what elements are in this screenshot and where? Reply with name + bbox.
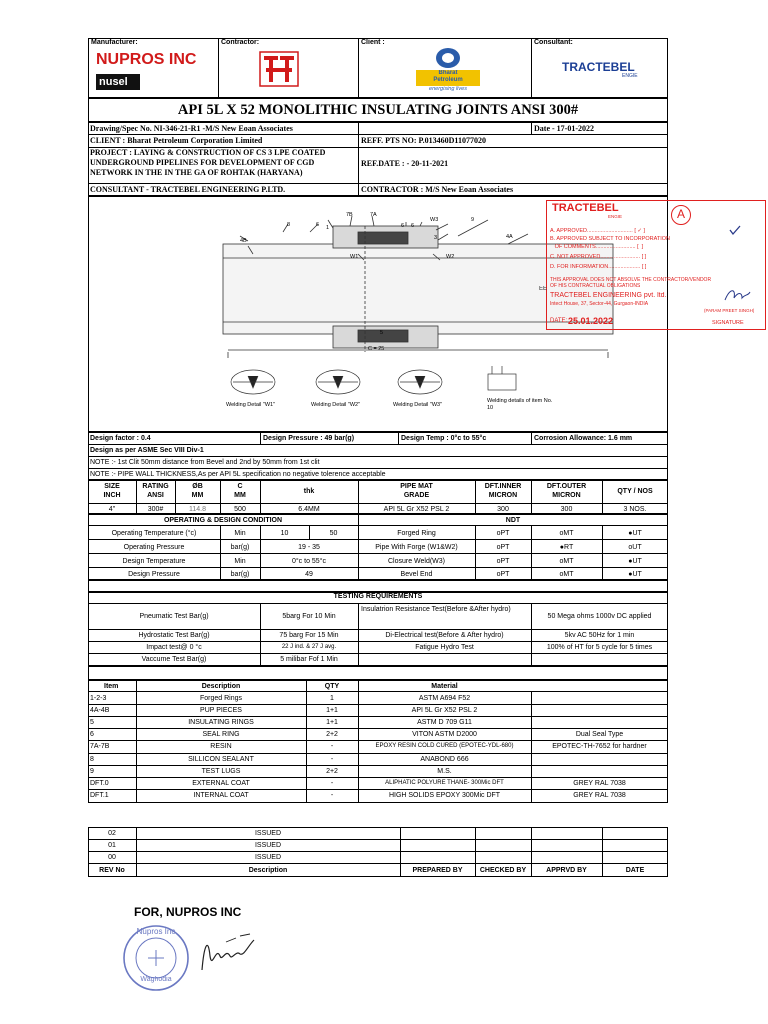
mat-col-qty: QTY bbox=[324, 683, 340, 690]
weld-detail-item10: Welding details of item No. 10 bbox=[487, 398, 553, 411]
ndt-ut: oUT bbox=[628, 544, 642, 551]
weld-detail-w2: Welding Detail "W2" bbox=[311, 402, 361, 408]
contractor-logo bbox=[258, 48, 300, 88]
test-value: 75 barg For 15 Min bbox=[279, 632, 339, 639]
stamp-company: TRACTEBEL bbox=[552, 202, 619, 214]
mat-qty: - bbox=[330, 743, 334, 751]
nusel-logo: nusel bbox=[96, 74, 140, 90]
reff-pts-no: REFF. PTS NO: P.013460D11077020 bbox=[361, 136, 486, 145]
mat-description: RESIN bbox=[210, 743, 232, 751]
design-code: Design as per ASME Sec VIII Div-1 bbox=[90, 447, 204, 454]
test-value: 22 J ind. & 27 J avg. bbox=[281, 644, 337, 650]
stamp-line-comments: OF COMMENTS.......................... [ ] bbox=[550, 244, 644, 250]
drawing-label: 4B bbox=[240, 238, 247, 244]
op-param: Design Pressure bbox=[128, 571, 180, 578]
drawing-label: 7A bbox=[370, 212, 377, 218]
drawing-label: W2 bbox=[446, 254, 455, 260]
ref-date: REF.DATE : - 20-11-2021 bbox=[361, 159, 449, 168]
mat-material: ASTM A694 F52 bbox=[418, 694, 471, 702]
contractor-line: CONTRACTOR : M/S New Eoan Associates bbox=[361, 185, 514, 194]
stamp-engie: ENGIE bbox=[608, 214, 623, 219]
ndt-item: Closure Weld(W3) bbox=[387, 558, 446, 565]
mat-item: 5 bbox=[90, 718, 94, 726]
design-factor: Design factor : 0.4 bbox=[90, 435, 151, 442]
mat-remark: Dual Seal Type bbox=[575, 731, 624, 739]
ndt-mt-rt: ●RT bbox=[559, 544, 574, 551]
test-value: 5kv AC 50Hz for 1 min bbox=[564, 632, 635, 639]
rev-no: 01 bbox=[108, 842, 116, 849]
mat-qty: 1 bbox=[330, 694, 334, 702]
side-mark: EE bbox=[539, 286, 548, 292]
col-rating: RATING ANSI bbox=[142, 483, 169, 499]
mat-remark: GREY RAL 7038 bbox=[573, 779, 626, 787]
ndt-title: NDT bbox=[505, 517, 521, 524]
op-value-min: 19 - 35 bbox=[298, 544, 320, 551]
seal-bottom-text: Waghodia bbox=[140, 976, 172, 983]
mat-qty: - bbox=[330, 779, 334, 787]
rev-header-checked: CHECKED BY bbox=[479, 867, 527, 874]
spec-cell: 300 bbox=[497, 506, 509, 513]
stamp-address: Intect House, 37, Sector-44, Gurgaon-INDIA bbox=[550, 301, 649, 307]
ndt-pt: oPT bbox=[496, 530, 510, 537]
note-clit: NOTE :- 1st Clit 50mm distance from Bevel and 2nd by 50mm from 1st clit bbox=[90, 459, 320, 466]
col-size: SIZE INCH bbox=[103, 483, 121, 499]
mat-item: DFT.0 bbox=[90, 779, 109, 787]
col-pipe-mat: PIPE MAT GRADE bbox=[400, 483, 433, 499]
rev-header-description: Description bbox=[248, 867, 288, 874]
op-param: Operating Pressure bbox=[123, 544, 185, 551]
col-dft-inner: DFT.INNER MICRON bbox=[484, 483, 522, 499]
bpcl-tagline: energising lives bbox=[429, 86, 467, 92]
drawing-label: 1 bbox=[326, 225, 330, 231]
mat-material: HIGH SOLIDS EPOXY 300Mic DFT bbox=[388, 792, 501, 800]
client-name: CLIENT : Bharat Petroleum Corporation Limited bbox=[90, 136, 263, 145]
rev-description: ISSUED bbox=[254, 830, 282, 837]
mat-material: VITON ASTM D2000 bbox=[412, 731, 477, 739]
operating-title: OPERATING & DESIGN CONDITION bbox=[163, 517, 283, 524]
mat-description: SEAL RING bbox=[202, 731, 240, 739]
col-thk: thk bbox=[303, 488, 315, 495]
op-unit: bar(g) bbox=[230, 544, 250, 551]
signoff-for: FOR, NUPROS INC bbox=[134, 905, 242, 919]
op-unit: Min bbox=[234, 558, 246, 565]
spec-cell: 300# bbox=[147, 506, 164, 513]
ndt-item: Forged Ring bbox=[397, 530, 436, 537]
test-value: 100% of HT for 5 cycle for 5 times bbox=[546, 644, 653, 651]
drawing-label: W3 bbox=[430, 217, 439, 223]
seal-top-text: Nupros Inc bbox=[136, 927, 176, 936]
rev-no: 02 bbox=[108, 830, 116, 837]
ndt-item: Pipe With Forge (W1&W2) bbox=[375, 544, 458, 551]
test-name: Pneumatic Test Bar(g) bbox=[139, 613, 209, 620]
mat-material: ALIPHATIC POLYURE THANE- 300Mic DFT bbox=[385, 779, 504, 786]
op-value-max: 50 bbox=[329, 530, 338, 537]
document-title: API 5L X 52 MONOLITHIC INSULATING JOINTS ANSI 300# bbox=[177, 102, 579, 118]
spec-cell: 500 bbox=[234, 506, 246, 513]
rev-header-approved: APPRVD BY bbox=[546, 867, 587, 874]
spec-cell: API 5L Gr X52 PSL 2 bbox=[383, 506, 450, 513]
stamp-line-subject: B. APPROVED SUBJECT TO INCORPORATION bbox=[550, 236, 671, 242]
mat-description: SILLICON SEALANT bbox=[188, 755, 254, 763]
corrosion-allowance: Corrosion Allowance: 1.6 mm bbox=[534, 435, 633, 442]
op-unit: bar(g) bbox=[230, 571, 250, 578]
weld-detail-w3: Welding Detail "W3" bbox=[393, 402, 443, 408]
drawing-label: 4A bbox=[506, 234, 513, 240]
stamp-line-information: D. FOR INFORMATION..................... [ ] bbox=[550, 264, 647, 270]
mat-item: 6 bbox=[90, 731, 94, 739]
test-name: Fatigue Hydro Test bbox=[415, 644, 474, 651]
drawing-label: 3 bbox=[434, 235, 438, 241]
project-description: PROJECT : LAYING & CONSTRUCTION OF CS 3 LPE COATED UNDERGROUND PIPELINES FOR DEVELOPMENT OF CGD NETWORK IN THE IN THE GA OF ROHTAK (HARYANA) bbox=[90, 148, 326, 177]
mat-remark: EPOTEC-TH-7652 for hardner bbox=[552, 743, 647, 751]
spec-cell: 4" bbox=[108, 506, 116, 513]
stamp-signature-label: SIGNATURE bbox=[712, 320, 744, 326]
mat-description: INSULATING RINGS bbox=[188, 718, 254, 726]
mat-description: Forged Rings bbox=[199, 694, 243, 702]
rev-no: 00 bbox=[108, 854, 116, 861]
mat-item: 7A-7B bbox=[90, 743, 110, 751]
drawing-label: 5 bbox=[380, 330, 384, 336]
mat-material: M.S. bbox=[437, 767, 452, 775]
mat-qty: 1+1 bbox=[326, 706, 338, 714]
stamp-signer: (PARAM PREET SINGH) bbox=[704, 308, 755, 313]
stamp-check-mark bbox=[728, 224, 742, 236]
rev-header-no: REV No bbox=[99, 867, 125, 874]
note-wall: NOTE :- PIPE WALL THICKNESS,As per API 5L specification no negative tolerence acceptable bbox=[90, 471, 386, 478]
op-value-min: 10 bbox=[280, 530, 289, 537]
manufacturer-signature bbox=[196, 926, 260, 976]
mat-description: INTERNAL COAT bbox=[193, 792, 249, 800]
mat-material: EPOXY RESIN COLD CURED (EPOTEC-YDL-680) bbox=[375, 743, 514, 750]
drawing-label: W1 bbox=[350, 254, 359, 260]
mat-col-item: Item bbox=[104, 683, 119, 690]
drawing-label: 7B bbox=[346, 212, 353, 218]
test-name: Hydrostatic Test Bar(g) bbox=[138, 632, 210, 639]
mat-description: PUP PIECES bbox=[200, 706, 242, 714]
mat-description: TEST LUGS bbox=[201, 767, 241, 775]
ndt-ut: ●UT bbox=[628, 571, 642, 578]
test-name: Impact test@ 0 °c bbox=[146, 644, 202, 651]
weld-detail-w1: Welding Detail "W1" bbox=[226, 402, 276, 408]
mat-description: EXTERNAL COAT bbox=[192, 779, 250, 787]
mat-item: 9 bbox=[90, 767, 94, 775]
mat-item: 4A-4B bbox=[90, 706, 110, 714]
ndt-mt-rt: oMT bbox=[559, 558, 574, 565]
rev-header-date: DATE bbox=[625, 867, 645, 874]
mat-qty: 1+1 bbox=[326, 718, 338, 726]
bpcl-name: Bharat Petroleum bbox=[433, 70, 463, 83]
design-pressure: Design Pressure : 49 bar(g) bbox=[263, 435, 355, 442]
test-value: 5barg For 10 Min bbox=[282, 613, 336, 620]
spec-cell: 300 bbox=[560, 506, 573, 513]
rev-header-prepared: PREPARED BY bbox=[412, 867, 463, 874]
ndt-item: Bevel End bbox=[400, 571, 433, 578]
ndt-ut: ●UT bbox=[628, 530, 642, 537]
spec-cell: 3 NOS. bbox=[623, 506, 647, 513]
col-c: C MM bbox=[234, 483, 246, 499]
rev-description: ISSUED bbox=[254, 854, 282, 861]
mat-material: ANABOND 666 bbox=[420, 755, 469, 763]
drawing-date: Date - 17-01-2022 bbox=[534, 124, 594, 133]
client-label: Client : bbox=[361, 39, 385, 46]
consultant-label: Consultant: bbox=[534, 39, 573, 46]
consultant-line: CONSULTANT - TRACTEBEL ENGINEERING P.LTD. bbox=[90, 185, 286, 194]
drawing-spec: Drawing/Spec No. NI-346-21-R1 -M/S New Eoan Associates bbox=[90, 124, 293, 133]
col-ob: ØB MM bbox=[191, 483, 204, 499]
test-name: Vaccume Test Bar(g) bbox=[141, 656, 207, 663]
spec-cell: 114.8 bbox=[189, 506, 206, 513]
mat-col-description: Description bbox=[201, 683, 241, 690]
mat-qty: 2+2 bbox=[326, 731, 338, 739]
mat-qty: 2+2 bbox=[326, 767, 338, 775]
op-param: Operating Temperature (°c) bbox=[111, 530, 197, 537]
spec-cell: 6.4MM bbox=[298, 506, 320, 513]
drawing-label: 6 bbox=[411, 223, 415, 229]
mat-qty: - bbox=[330, 792, 334, 800]
stamp-disclaimer-2: OF HIS CONTRACTUAL OBLIGATIONS bbox=[550, 283, 641, 289]
stamp-signature bbox=[722, 286, 752, 306]
testing-title: TESTING REQUIREMENTS bbox=[333, 593, 423, 600]
stamp-circle-letter: A bbox=[676, 207, 685, 221]
test-name: Di-Electrical test(Before & After hydro) bbox=[385, 632, 504, 639]
mat-material: ASTM D 709 G11 bbox=[417, 718, 472, 726]
stamp-date-label: DATE: bbox=[550, 318, 568, 324]
stamp-date: 25.01.2022 bbox=[568, 316, 614, 326]
stamp-line-approved: A. APPROVED.............................. [ ✓ ] bbox=[550, 228, 646, 234]
drawing-label: 6 bbox=[316, 222, 320, 228]
mat-col-material: Material bbox=[431, 683, 458, 690]
test-name: Insulatrion Resistance Test(Before &After hydro) bbox=[361, 606, 511, 613]
mat-item: 8 bbox=[90, 755, 94, 763]
manufacturer-label: Manufacturer: bbox=[91, 39, 138, 46]
drawing-label: 8 bbox=[287, 222, 291, 228]
mat-item: DFT.1 bbox=[90, 792, 109, 800]
design-temp: Design Temp : 0°c to 55°c bbox=[401, 435, 487, 442]
drawing-label: 6 bbox=[401, 223, 405, 229]
stamp-engineering: TRACTEBEL ENGINEERING pvt. ltd. bbox=[550, 292, 667, 299]
test-value: 5 milibar Fof 1 Min bbox=[280, 656, 338, 663]
manufacturer-name: NUPROS INC bbox=[96, 51, 197, 68]
mat-remark: GREY RAL 7038 bbox=[573, 792, 626, 800]
drawing-label: 9 bbox=[471, 217, 475, 223]
op-value-min: 0°c to 55°c bbox=[291, 558, 326, 565]
ndt-mt-rt: oMT bbox=[559, 571, 574, 578]
stamp-line-not-approved: C. NOT APPROVED.......................... [ ] bbox=[550, 254, 647, 260]
mat-material: API 5L Gr X52 PSL 2 bbox=[411, 706, 478, 714]
dimension-label: C = 25 bbox=[368, 346, 385, 352]
op-unit: Min bbox=[234, 530, 246, 537]
ndt-ut: ●UT bbox=[628, 558, 642, 565]
ndt-pt: oPT bbox=[496, 544, 510, 551]
ndt-pt: oPT bbox=[496, 558, 510, 565]
op-param: Design Temperature bbox=[122, 558, 186, 565]
rev-description: ISSUED bbox=[254, 842, 282, 849]
col-dft-outer: DFT.OUTER MICRON bbox=[546, 483, 587, 499]
stamp-disclaimer: THIS APPROVAL DOES NOT ABSOLVE THE CONTRACTOR/VENDOR bbox=[550, 277, 712, 283]
engie-mark: ENGIE bbox=[622, 73, 638, 79]
mat-qty: - bbox=[330, 755, 334, 763]
tractebel-logo: TRACTEBEL bbox=[562, 60, 635, 74]
contractor-label: Contractor: bbox=[221, 39, 260, 46]
ndt-pt: oPT bbox=[496, 571, 510, 578]
mat-item: 1-2-3 bbox=[90, 694, 107, 702]
col-qty: QTY / NOS bbox=[617, 488, 653, 495]
op-value-min: 49 bbox=[305, 571, 313, 578]
test-value: 50 Mega ohms 1000v DC applied bbox=[547, 613, 652, 620]
ndt-mt-rt: oMT bbox=[559, 530, 574, 537]
